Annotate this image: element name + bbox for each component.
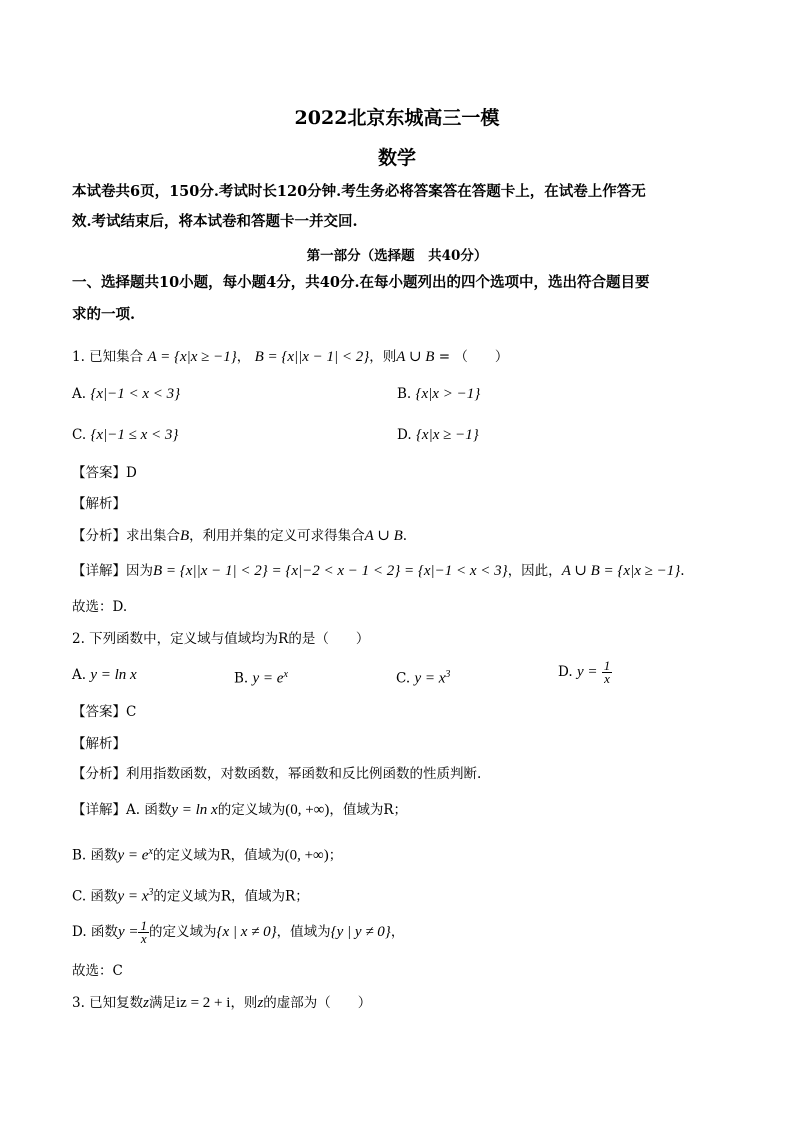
q2-xiangjie-b [72,843,342,865]
q3-stem [72,994,371,1012]
q1-prefix: 1. 已知集合 [72,349,144,365]
q1-tail: = （ ） [434,349,509,365]
q3-tail: 的虚部为（ ） [263,995,372,1011]
q2-option-c-exp: 3 [445,669,451,680]
q2-line-d-text1: D. 函数 [72,924,118,940]
q1-option-b-text: {x|x > −1} [415,386,481,402]
section1-line-1: 一、选择题共10小题，每小题4分，共40分.在每小题列出的四个选项中，选出符合题目要 [72,274,650,291]
q2-option-a-label: A. [72,667,87,683]
intro-line-2: 效.考试结束后，将本试卷和答题卡一并交回. [72,213,358,230]
q2-line-a-domain: (0, +∞) [285,802,330,818]
q2-fenxi-text: 利用指数函数，对数函数，幂函数和反比例函数的性质判断. [126,766,482,782]
q2-option-c-base: y = x [414,670,446,687]
q2-line-b-text3: ； [328,847,343,864]
q2-stem: 2. 下列函数中，定义域与值域均为R的是（ ） [72,631,370,647]
q1-xiangjie-math2: A ∪ B = {x|x ≥ −1} [561,563,681,579]
intro-line-1: 本试卷共6页，150分.考试时长120分钟.考生务必将答案答在答题卡上，在试卷上作答无 [72,183,646,200]
q1-expr: A ∪ B [396,349,435,365]
q2-answer: 【答案】C [72,704,137,720]
q1-option-a [72,385,180,403]
q1-fenxi-end: . [402,528,408,544]
q1-set-b: B = {x||x − 1| < 2} [254,349,370,365]
q2-option-d-label: D. [558,664,573,680]
part1-heading: 第一部分（选择题 共40分） [306,248,488,264]
q2-option-d [558,660,612,685]
q1-option-d [397,426,479,444]
q3-z1: z [143,995,150,1011]
q2-option-a [72,666,137,684]
q2-line-d-y: y = [117,924,139,940]
q2-option-a-text: y = ln x [90,667,137,683]
q1-xiangjie-text2: ，因此， [507,563,562,579]
q2-option-d-fraction [602,660,613,685]
q2-option-d-den: x [604,671,610,686]
q2-option-d-y: y = [576,664,598,680]
q1-option-a-text: {x|−1 < x < 3} [90,386,181,402]
q1-option-c [72,426,178,444]
q1-fenxi-aub: A ∪ B [364,528,403,544]
q1-xiangjie-label: 【详解】 [72,563,126,579]
q2-line-a-text1: A. 函数 [126,802,172,818]
q2-line-a-math: y = ln x [171,802,218,818]
q2-xiangjie-label: 【详解】 [72,802,126,818]
q1-option-c-label: C. [72,427,87,443]
q2-line-d-text3: ，值域为 [276,924,331,940]
q1-fenxi-label: 【分析】 [72,528,126,544]
q2-line-c-exp: 3 [148,887,154,898]
q2-xiangjie-d [72,920,404,945]
q1-fenxi-text1: 求出集合 [126,528,180,544]
q1-option-d-text: {x|x ≥ −1} [415,427,479,443]
q3-prefix: 3. 已知复数 [72,995,144,1011]
q2-option-b-base: y = e [252,670,284,687]
q2-option-b-exp: x [283,669,288,680]
q2-option-c-label: C. [396,670,411,687]
q2-line-c-base: y = x [117,888,149,905]
q1-option-d-label: D. [397,427,412,443]
section1-line-2: 求的一项. [72,306,136,323]
q2-line-d-domain: {x | x ≠ 0} [216,924,277,940]
q1-fenxi-text2: ，利用并集的定义可求得集合 [189,528,365,544]
q2-line-c-text1: C. 函数 [72,888,118,905]
q1-comma: ， [236,349,251,365]
q2-line-b-range: (0, +∞) [284,847,329,864]
q1-option-a-label: A. [72,386,87,402]
q1-xiangjie-end: . [680,563,685,579]
q1-fenxi-b: B [180,528,190,544]
q2-line-d-text2: 的定义域为 [148,924,217,940]
q2-analysis-head: 【解析】 [72,736,126,752]
q1-xiangjie-math1: B = {x||x − 1| < 2} = {x|−2 < x − 1 < 2} = {x|−1 < x < 3} [153,563,508,579]
q1-xiangjie-text1: 因为 [126,563,153,579]
q1-option-c-text: {x|−1 ≤ x < 3} [90,427,179,443]
q1-fenxi [72,527,407,545]
q2-line-b-exp: x [148,846,153,857]
q1-option-b-label: B. [397,386,412,402]
q2-line-d-fraction [138,920,149,945]
q2-xiangjie-a [72,801,407,819]
q3-eq: iz = 2 + i [176,995,231,1011]
q2-line-d-den: x [140,931,147,946]
q2-option-b-label: B. [234,670,249,687]
q2-option-d-num: 1 [603,658,611,673]
subject-title: 数学 [377,147,416,169]
q3-z2: z [257,995,264,1011]
q2-line-b-text2: 的定义域为R，值域为 [152,847,285,864]
q2-line-a-text2: 的定义域为 [217,802,286,818]
q1-analysis-head: 【解析】 [72,496,126,512]
q1-suffix: ，则 [369,349,397,365]
exam-title: 2022北京东城高三一模 [294,107,500,129]
q2-fenxi-label: 【分析】 [72,766,126,782]
q1-option-b [397,385,480,403]
q3-mid2: ，则 [230,995,258,1011]
q2-line-a-text3: ，值域为R； [329,802,408,818]
q2-fenxi [72,765,481,783]
q2-choose: 故选：C [72,963,123,979]
q2-option-c [396,666,450,688]
q1-set-a: A = {x|x ≥ −1} [147,349,237,365]
q2-line-b-base: y = e [117,847,149,864]
q2-line-d-range: {y | y ≠ 0} [330,924,391,940]
q2-line-d-text4: ， [390,924,405,940]
q2-line-b-text1: B. 函数 [72,847,118,864]
q2-xiangjie-c [72,884,309,906]
q2-line-c-text2: 的定义域为R，值域为R； [153,888,309,905]
q1-xiangjie [72,562,685,580]
q2-line-d-num: 1 [140,918,147,933]
q1-stem [72,348,508,366]
q2-option-b [234,666,288,688]
q3-mid: 满足 [149,995,177,1011]
q1-answer: 【答案】D [72,465,137,481]
q1-choose: 故选：D. [72,599,128,615]
